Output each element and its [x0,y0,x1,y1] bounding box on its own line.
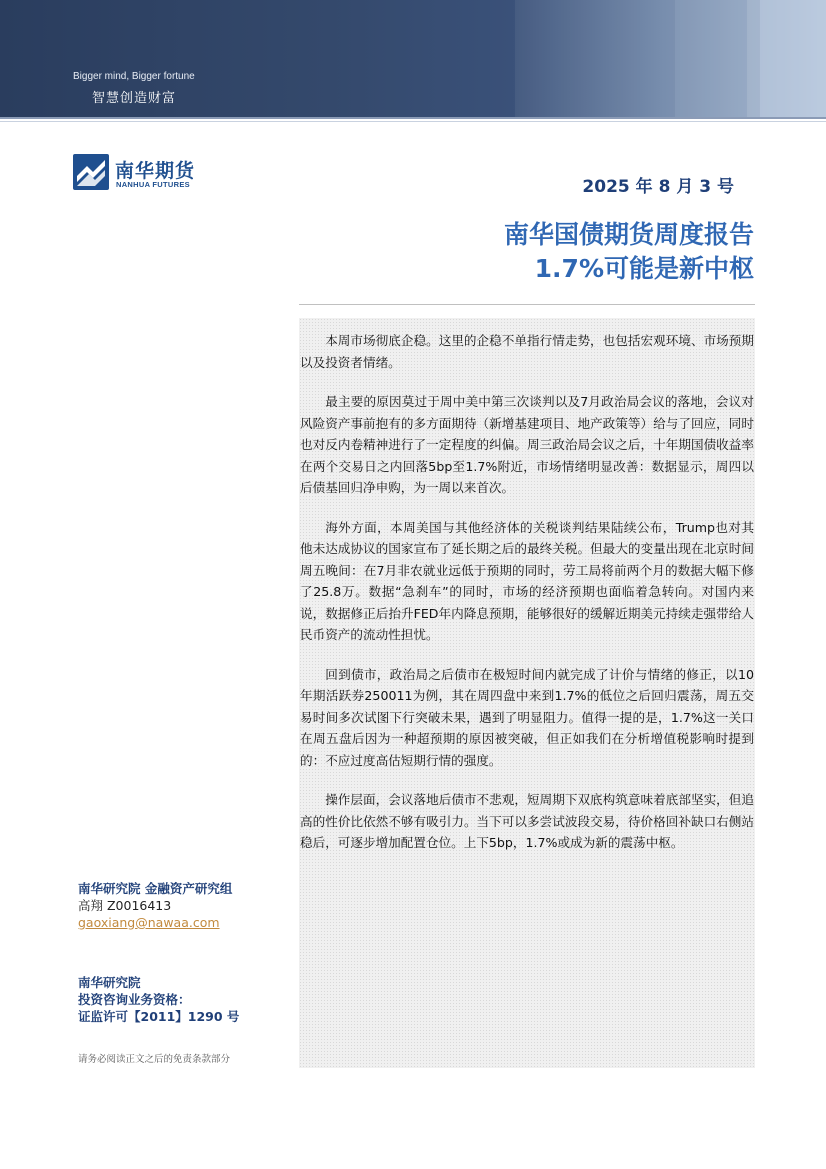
report-title [504,218,754,286]
institute-name: 南华研究院 [78,975,141,990]
banner-divider [0,117,826,119]
report-date: 2025 年 8 月 3 号 [582,177,734,197]
header-banner [0,0,826,117]
nanhua-logo-icon [73,154,109,190]
slogan-chinese: 智慧创造财富 [92,91,177,106]
analyst-email-link[interactable]: gaoxiang@nawaa.com [78,915,220,930]
report-title-line1: 南华国债期货周度报告 [503,220,754,249]
report-title-line2: 1.7%可能是新中枢 [534,254,754,283]
summary-paragraph: 操作层面，会议落地后债市不悲观，短周期下双底构筑意味着底部坚实，但追高的性价比依然不够有吸引力。当下可以多尝试波段交易，待价格回补缺口右侧站稳后，可逐步增加配置仓位。上下5bp，1.7%或成为新的震荡中枢。 [300,792,754,850]
banner-panel [760,0,826,117]
analyst-name: 高翔 Z0016413 [78,898,172,913]
banner-panel [515,0,675,117]
license-number: 证监许可【2011】1290 号 [78,1009,240,1024]
banner-divider [0,121,826,122]
logo-name-chinese: 南华期货 [115,160,196,182]
banner-panel [675,0,747,117]
company-logo [73,154,213,192]
logo-name-english: NANHUA FUTURES [116,180,190,189]
qualification-label: 投资咨询业务资格： [78,992,191,1007]
summary-paragraph: 最主要的原因莫过于周中美中第三次谈判以及7月政治局会议的落地，会议对风险资产事前抱有的多方面期待（新增基建项目、地产政策等）给与了回应，同时也对反内卷精神进行了一定程度的纠偏。周三政治局会议之后，十年期国债收益率在两个交易日之内回落5bp至1.7%附近，市场情绪明显改善：数据显示，周四以后债基回归净申购，为一周以来首次。 [300,394,754,495]
summary-text [300,330,754,872]
slogan-english: Bigger mind, Bigger fortune [73,71,195,82]
title-divider [299,304,755,305]
research-group: 南华研究院 金融资产研究组 [78,881,233,896]
disclaimer-note: 请务必阅读正文之后的免责条款部分 [78,1054,231,1065]
summary-paragraph: 回到债市，政治局之后债市在极短时间内就完成了计价与情绪的修正，以10年期活跃券250011为例，其在周四盘中来到1.7%的低位之后回归震荡，周五交易时间多次试图下行突破未果，遇到了明显阻力。值得一提的是，1.7%这一关口在周五盘后因为一种超预期的原因被突破，但正如我们在分析增值税影响时提到的：不应过度高估短期行情的强度。 [300,666,754,768]
summary-paragraph: 本周市场彻底企稳。这里的企稳不单指行情走势，也包括宏观环境、市场预期以及投资者情绪。 [300,333,754,370]
summary-paragraph: 海外方面，本周美国与其他经济体的关税谈判结果陆续公布，Trump也对其他未达成协议的国家宣布了延长期之后的最终关税。但最大的变量出现在北京时间周五晚间：在7月非农就业远低于预期的同时，劳工局将前两个月的数据大幅下修了25.8万。数据“急刹车”的同时，市场的经济预期也面临着急转向。对国内来说，数据修正后抬升FED年内降息预期，能够很好的缓解近期美元持续走强带给人民币资产的流动性担忧。 [300,519,754,642]
